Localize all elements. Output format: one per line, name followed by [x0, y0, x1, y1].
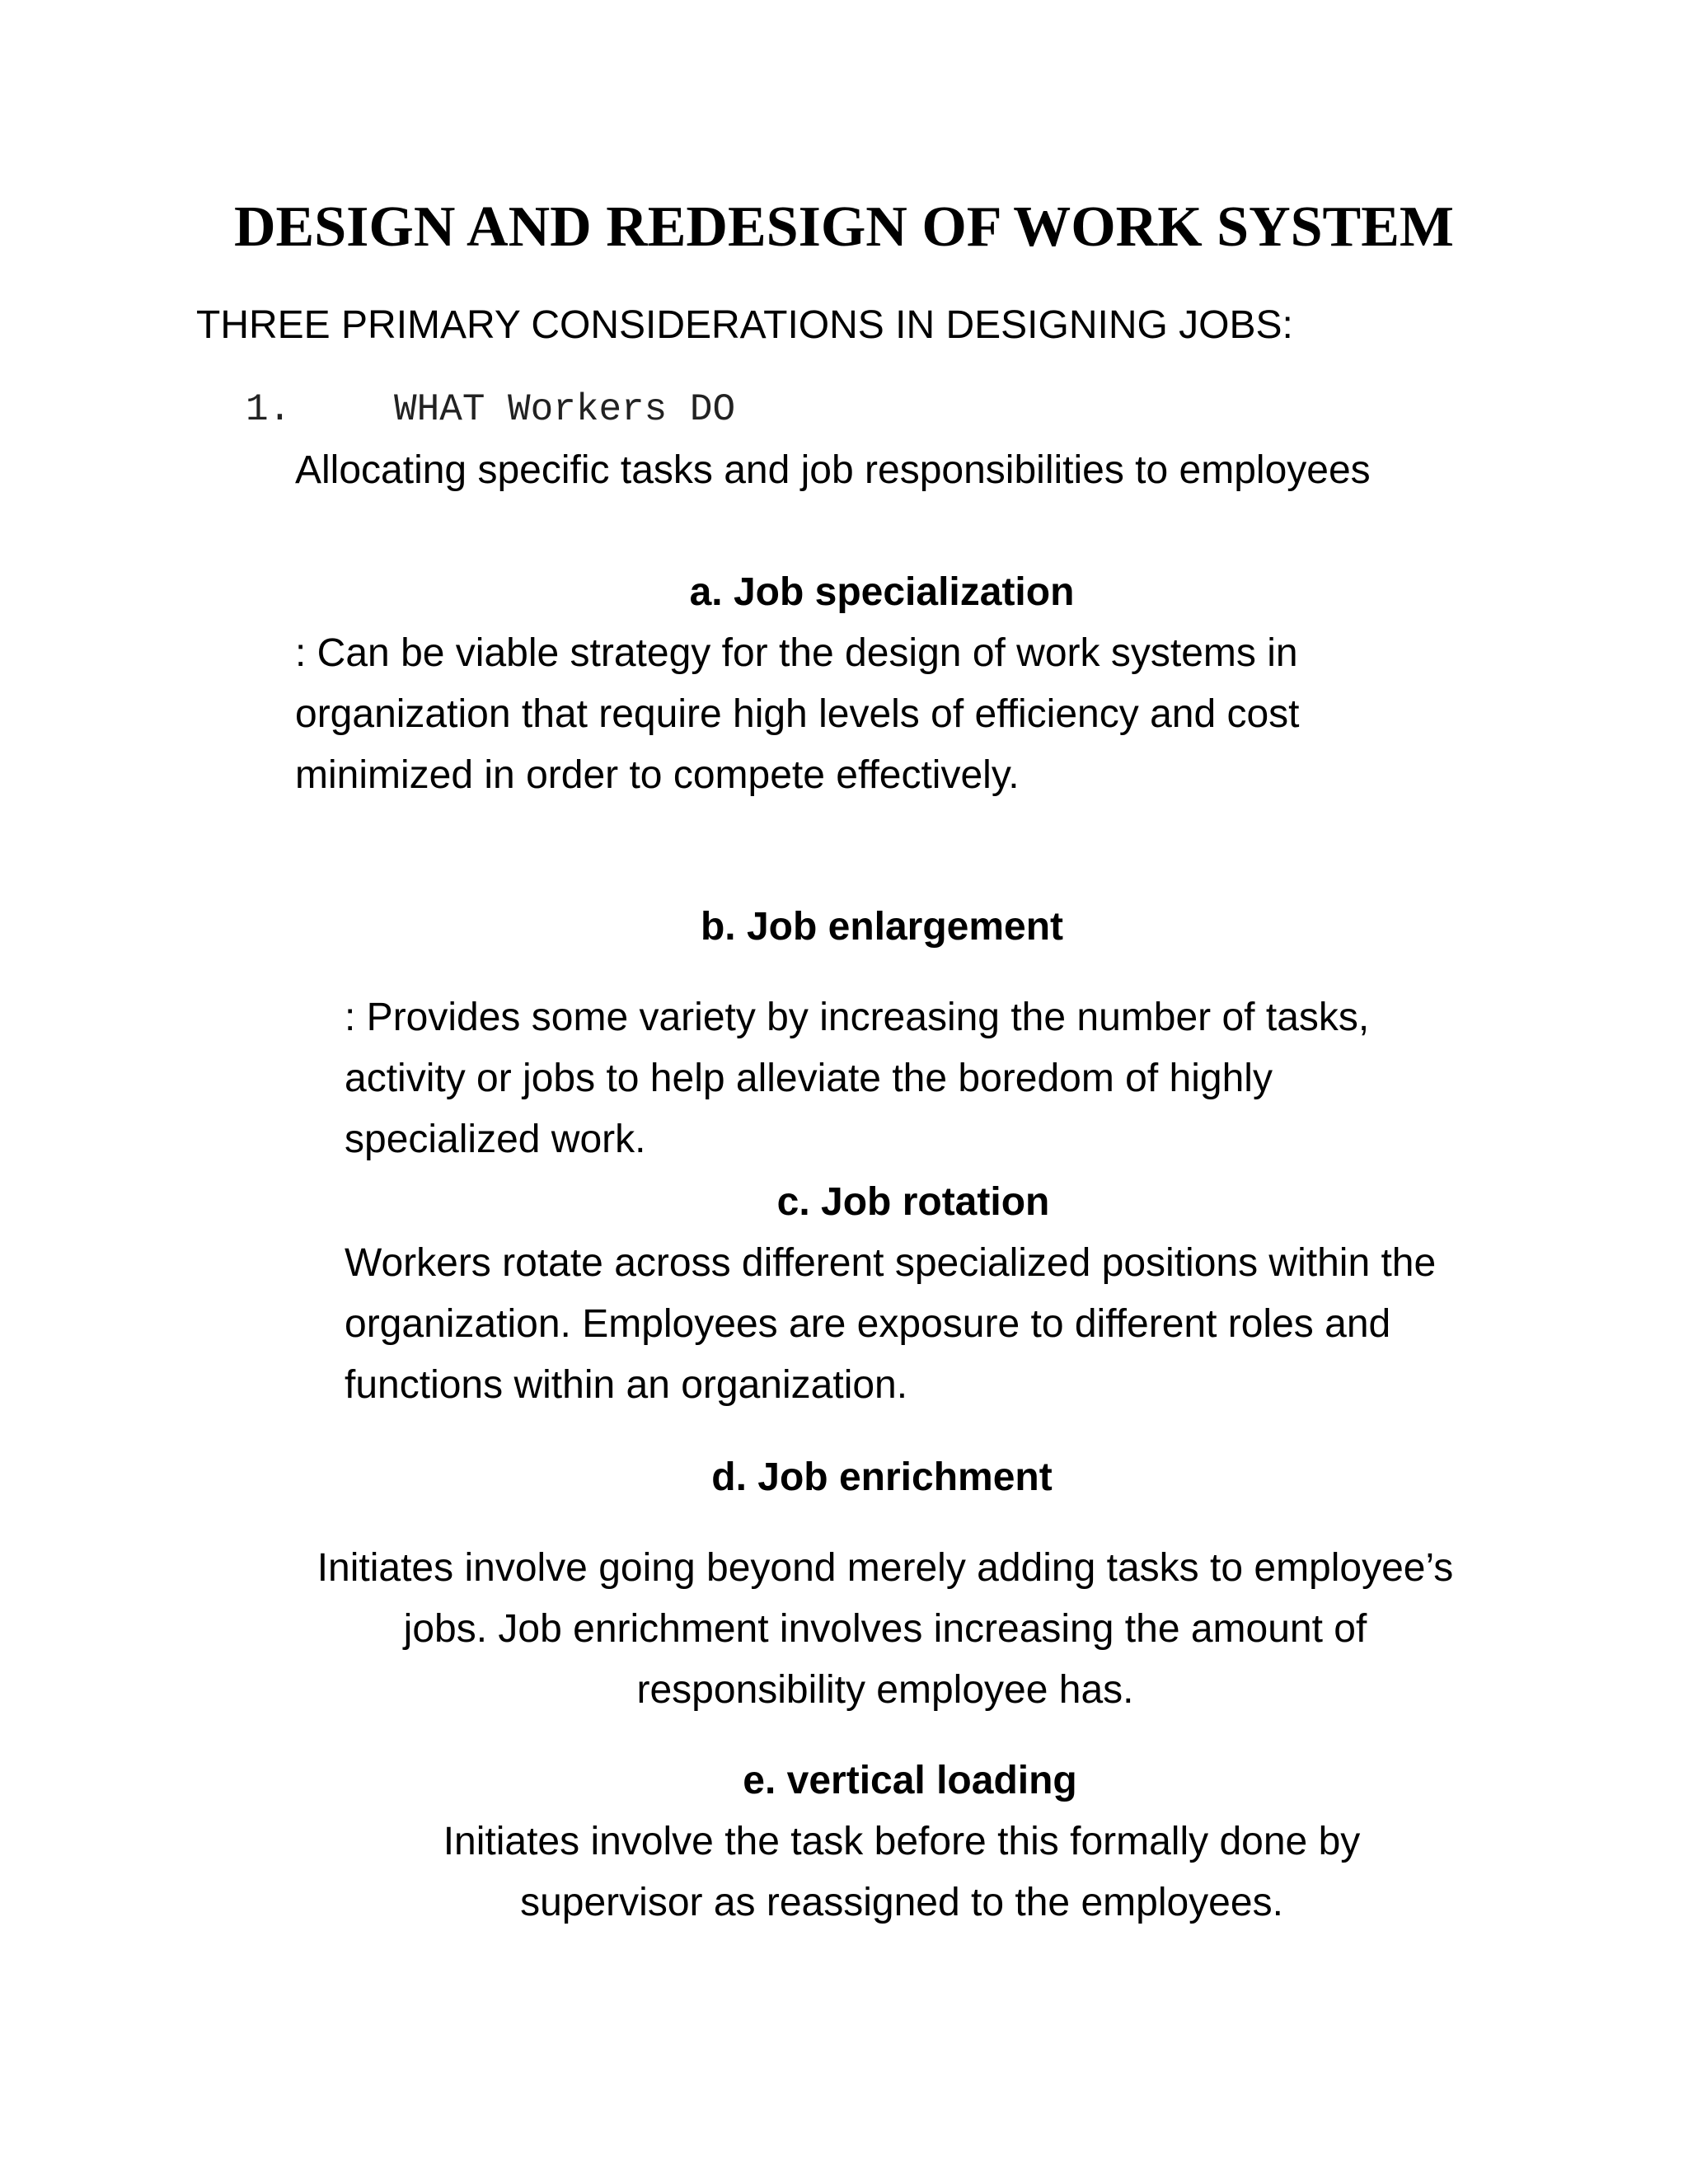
list-number: 1.	[246, 388, 292, 431]
section-line: minimized in order to compete effectively.	[295, 753, 1020, 797]
section-body-job-enrichment	[41, 1538, 1688, 1721]
section-line: Initiates involve the task before this formally done by	[443, 1820, 1361, 1863]
section-body-job-rotation	[345, 1233, 1436, 1416]
section-line: specialized work.	[345, 1118, 646, 1161]
section-heading-vertical-loading: e. vertical loading	[743, 1759, 1077, 1802]
section-line: supervisor as reassigned to the employees.	[520, 1881, 1283, 1924]
item-heading: WHAT Workers DO	[394, 388, 736, 431]
section-line: : Provides some variety by increasing the number of tasks,	[345, 996, 1370, 1039]
section-line: Initiates involve going beyond merely adding tasks to employee’s	[316, 1546, 1454, 1590]
section-line: organization that require high levels of efficiency and cost	[295, 692, 1300, 736]
section-body-job-enlargement	[345, 987, 1369, 1170]
section-heading-job-enlargement: b. Job enlargement	[700, 905, 1064, 949]
section-heading-job-rotation: c. Job rotation	[776, 1180, 1050, 1224]
section-body-job-specialization	[295, 623, 1300, 806]
section-body-vertical-loading	[58, 1811, 1688, 1933]
section-line: jobs. Job enrichment involves increasing the amount of	[403, 1607, 1367, 1651]
subtitle: THREE PRIMARY CONSIDERATIONS IN DESIGNING JOBS:	[196, 303, 1293, 347]
page-title: DESIGN AND REDESIGN OF WORK SYSTEM	[233, 195, 1454, 259]
section-line: : Can be viable strategy for the design of work systems in	[295, 631, 1298, 675]
section-line: activity or jobs to help alleviate the boredom of highly	[345, 1057, 1273, 1100]
section-line: responsibility employee has.	[636, 1668, 1134, 1712]
section-line: Workers rotate across different specialized positions within the	[345, 1241, 1437, 1285]
section-heading-job-specialization: a. Job specialization	[689, 570, 1075, 614]
section-line: organization. Employees are exposure to different roles and	[345, 1302, 1391, 1346]
section-heading-job-enrichment: d. Job enrichment	[711, 1455, 1053, 1499]
item-description: Allocating specific tasks and job responsibilities to employees	[295, 448, 1371, 492]
section-line: functions within an organization.	[345, 1363, 908, 1407]
